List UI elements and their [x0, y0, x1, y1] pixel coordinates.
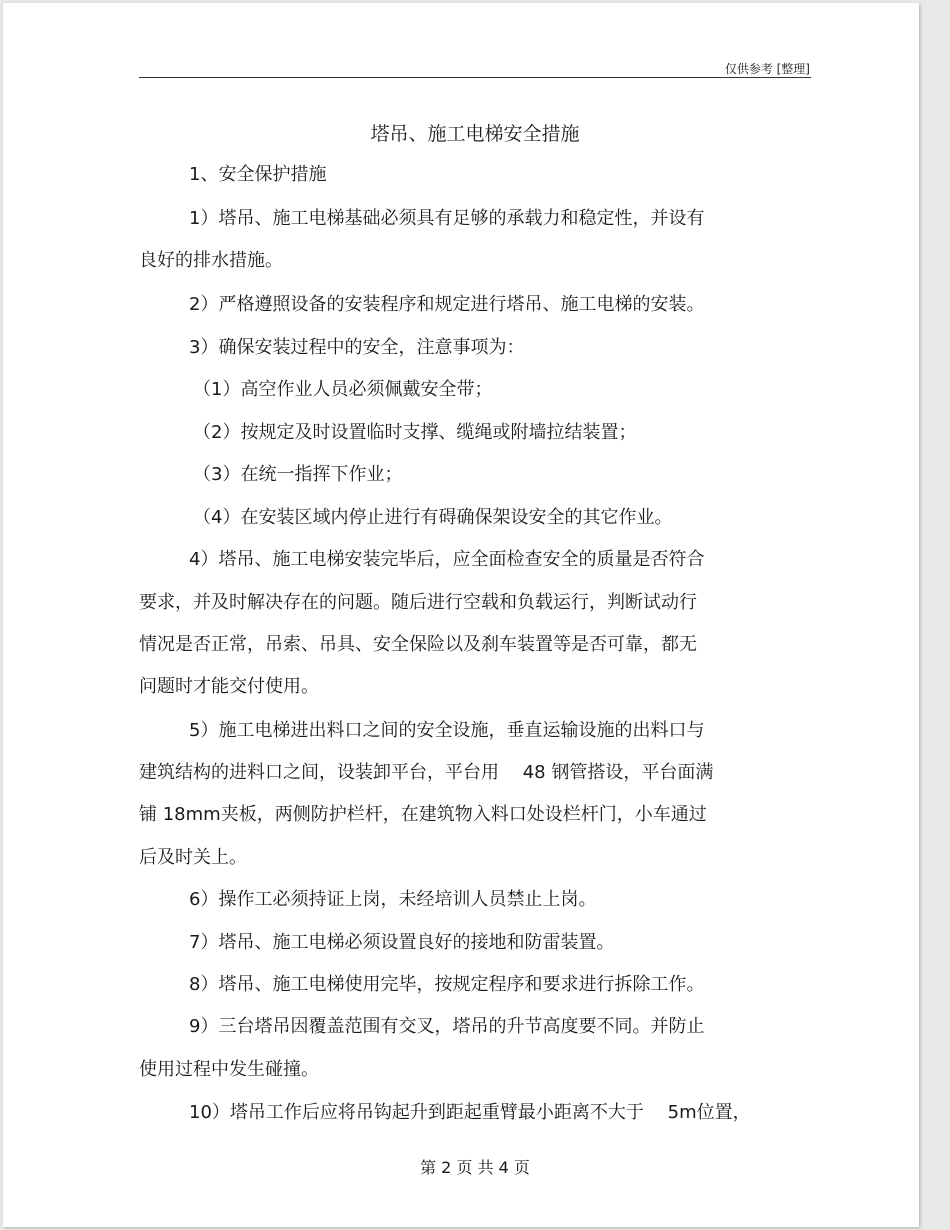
paragraph-line: 建筑结构的进料口之间，设装卸平台，平台用 48 钢管搭设，平台面满	[139, 762, 714, 783]
paragraph-line: 7）塔吊、施工电梯必须设置良好的接地和防雷装置。	[189, 932, 615, 953]
paragraph-line: 3）确保安装过程中的安全，注意事项为：	[189, 337, 525, 358]
list-item: （3）在统一指挥下作业；	[193, 464, 403, 485]
paragraph-line: 9）三台塔吊因覆盖范围有交叉，塔吊的升节高度要不同。并防止	[189, 1016, 705, 1037]
header-rule	[139, 77, 811, 78]
paragraph-line: 8）塔吊、施工电梯使用完毕，按规定程序和要求进行拆除工作。	[189, 974, 705, 995]
paragraph-line: 1）塔吊、施工电梯基础必须具有足够的承载力和稳定性，并设有	[189, 208, 705, 229]
list-item: （2）按规定及时设置临时支撑、缆绳或附墙拉结装置；	[193, 422, 637, 443]
paragraph-line: 使用过程中发生碰撞。	[139, 1059, 319, 1080]
paragraph-line: 2）严格遵照设备的安装程序和规定进行塔吊、施工电梯的安装。	[189, 294, 705, 315]
paragraph-line: 铺 18mm夹板，两侧防护栏杆，在建筑物入料口处设栏杆门，小车通过	[139, 804, 707, 825]
paragraph-line: 良好的排水措施。	[139, 250, 283, 271]
document-title: 塔吊、施工电梯安全措施	[370, 123, 580, 145]
section-heading: 1、安全保护措施	[189, 164, 327, 185]
paragraph-line: 后及时关上。	[139, 847, 247, 868]
paragraph-line: 4）塔吊、施工电梯安装完毕后，应全面检查安全的质量是否符合	[189, 549, 705, 570]
paragraph-line: 要求，并及时解决存在的问题。随后进行空载和负载运行，判断试动行	[139, 592, 697, 613]
paragraph-line: 10）塔吊工作后应将吊钩起升到距起重臂最小距离不大于 5m位置，	[189, 1102, 751, 1123]
header-note: 仅供参考 [整理]	[724, 62, 810, 76]
page-footer: 第 2 页 共 4 页	[420, 1158, 530, 1177]
paragraph-line: 问题时才能交付使用。	[139, 676, 319, 697]
paragraph-line: 6）操作工必须持证上岗，未经培训人员禁止上岗。	[189, 889, 597, 910]
list-item: （4）在安装区域内停止进行有碍确保架设安全的其它作业。	[193, 507, 673, 528]
document-page	[3, 3, 919, 1227]
list-item: （1）高空作业人员必须佩戴安全带；	[193, 379, 493, 400]
paragraph-line: 情况是否正常，吊索、吊具、安全保险以及刹车装置等是否可靠，都无	[139, 634, 697, 655]
paragraph-line: 5）施工电梯进出料口之间的安全设施，垂直运输设施的出料口与	[189, 720, 705, 741]
